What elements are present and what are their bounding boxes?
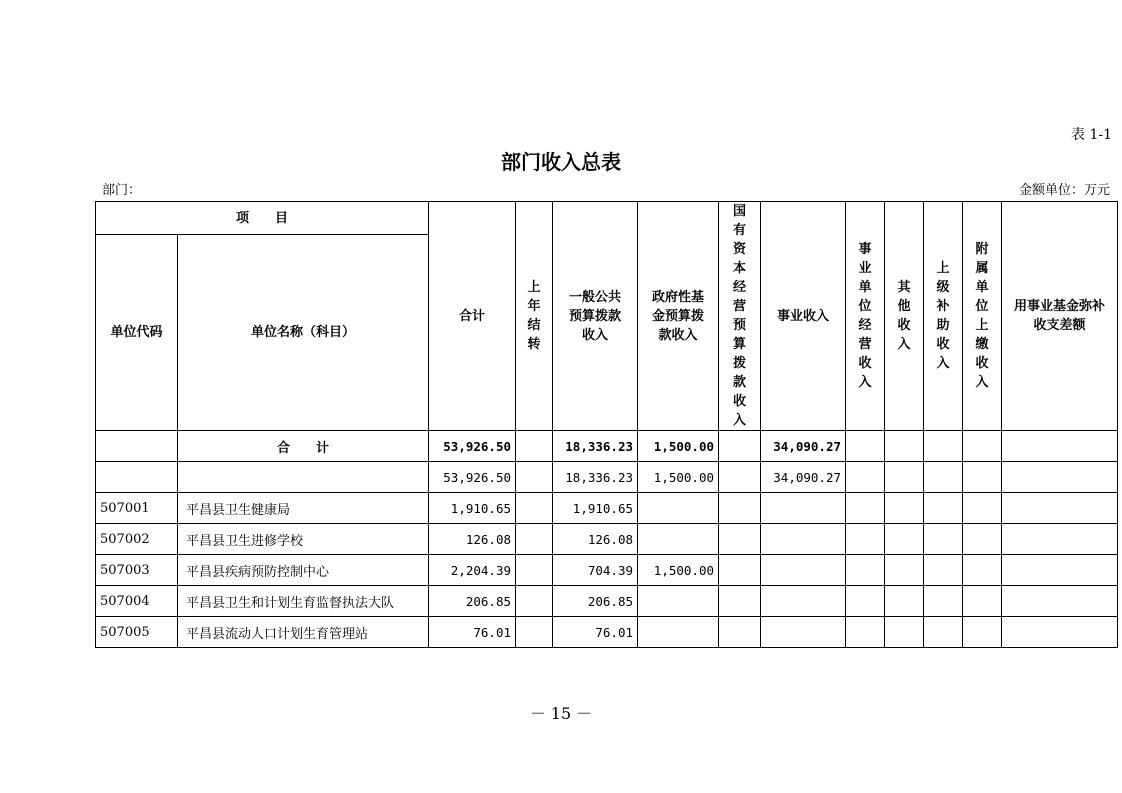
amount-cell: 76.01 [429,617,516,648]
amount-cell [924,555,963,586]
amount-cell: 53,926.50 [429,462,516,493]
amount-cell [1002,524,1118,555]
amount-cell [924,586,963,617]
page-number: － 15 － [529,704,593,723]
header-carryover: 上年结转 [516,202,553,431]
amount-cell [761,555,846,586]
amount-cell [963,617,1002,648]
amount-cell [761,493,846,524]
amount-cell: 206.85 [553,586,638,617]
amount-cell [846,586,885,617]
amount-cell [516,462,553,493]
header-business-income: 事业收入 [761,202,846,431]
unit-code [96,462,178,493]
amount-cell [1002,462,1118,493]
amount-cell [846,431,885,462]
amount-cell: 34,090.27 [761,431,846,462]
header-state-capital: 国有资本经营预算拨款收入 [719,202,761,431]
header-item: 项 目 [96,202,429,235]
amount-cell [638,586,719,617]
header-fund-offset: 用事业基金弥补收支差额 [1002,202,1118,431]
amount-cell [924,617,963,648]
amount-cell [638,493,719,524]
amount-cell: 18,336.23 [553,431,638,462]
amount-cell [885,617,924,648]
amount-cell: 1,500.00 [638,462,719,493]
amount-cell [761,524,846,555]
amount-cell [963,431,1002,462]
amount-cell [719,555,761,586]
amount-cell: 2,204.39 [429,555,516,586]
unit-code: 507002 [96,524,178,555]
amount-cell [719,524,761,555]
amount-cell [963,586,1002,617]
amount-cell [885,462,924,493]
amount-cell [1002,493,1118,524]
amount-cell: 1,500.00 [638,431,719,462]
amount-cell: 18,336.23 [553,462,638,493]
unit-code: 507001 [96,493,178,524]
header-superior-subsidy: 上级补助收入 [924,202,963,431]
amount-cell [516,431,553,462]
amount-cell: 1,910.65 [553,493,638,524]
amount-cell: 126.08 [429,524,516,555]
amount-cell [638,524,719,555]
unit-name [178,462,429,493]
amount-cell [846,524,885,555]
amount-cell [1002,617,1118,648]
table-number: 表 1-1 [1071,127,1112,143]
unit-name: 平昌县卫生和计划生育监督执法大队 [178,586,429,617]
table-row [96,524,1118,555]
amount-cell [638,617,719,648]
amount-cell [719,431,761,462]
header-gov-fund: 政府性基金预算拨款收入 [638,202,719,431]
amount-cell [1002,555,1118,586]
page-title: 部门收入总表 [501,150,621,174]
table-row [96,493,1118,524]
amount-cell: 206.85 [429,586,516,617]
amount-cell [516,555,553,586]
amount-cell [963,462,1002,493]
unit-label: 金额单位：万元 [1018,183,1110,198]
amount-cell: 704.39 [553,555,638,586]
amount-cell: 76.01 [553,617,638,648]
amount-cell [846,462,885,493]
unit-code: 507003 [96,555,178,586]
unit-name: 合 计 [178,431,429,462]
amount-cell: 1,500.00 [638,555,719,586]
amount-cell [924,493,963,524]
department-label: 部门： [102,183,142,198]
unit-name: 平昌县疾病预防控制中心 [178,555,429,586]
amount-cell [761,586,846,617]
amount-cell [1002,586,1118,617]
amount-cell: 34,090.27 [761,462,846,493]
amount-cell [924,524,963,555]
header-total: 合计 [429,202,516,431]
amount-cell: 53,926.50 [429,431,516,462]
amount-cell [761,617,846,648]
amount-cell [885,524,924,555]
table-row [96,462,1118,493]
amount-cell [719,586,761,617]
table-row [96,555,1118,586]
table-row [96,586,1118,617]
amount-cell [885,555,924,586]
header-other-income: 其他收入 [885,202,924,431]
amount-cell [963,555,1002,586]
header-name: 单位名称（科目） [178,235,429,431]
unit-code [96,431,178,462]
amount-cell [719,493,761,524]
unit-name: 平昌县流动人口计划生育管理站 [178,617,429,648]
header-general-budget: 一般公共预算拨款收入 [553,202,638,431]
amount-cell [1002,431,1118,462]
amount-cell: 126.08 [553,524,638,555]
amount-cell [924,431,963,462]
amount-cell [963,524,1002,555]
unit-name: 平昌县卫生进修学校 [178,524,429,555]
income-summary-table [95,201,1118,648]
header-affiliate-income: 附属单位上缴收入 [963,202,1002,431]
amount-cell [846,617,885,648]
amount-cell [516,524,553,555]
amount-cell [846,493,885,524]
amount-cell [924,462,963,493]
amount-cell [516,586,553,617]
amount-cell [963,493,1002,524]
amount-cell [719,617,761,648]
amount-cell [719,462,761,493]
amount-cell [846,555,885,586]
amount-cell [516,617,553,648]
unit-code: 507005 [96,617,178,648]
table-row [96,431,1118,462]
header-code: 单位代码 [96,235,178,431]
amount-cell: 1,910.65 [429,493,516,524]
amount-cell [885,586,924,617]
header-operating-income: 事业单位经营收入 [846,202,885,431]
amount-cell [516,493,553,524]
table-row [96,617,1118,648]
amount-cell [885,431,924,462]
amount-cell [885,493,924,524]
unit-name: 平昌县卫生健康局 [178,493,429,524]
unit-code: 507004 [96,586,178,617]
